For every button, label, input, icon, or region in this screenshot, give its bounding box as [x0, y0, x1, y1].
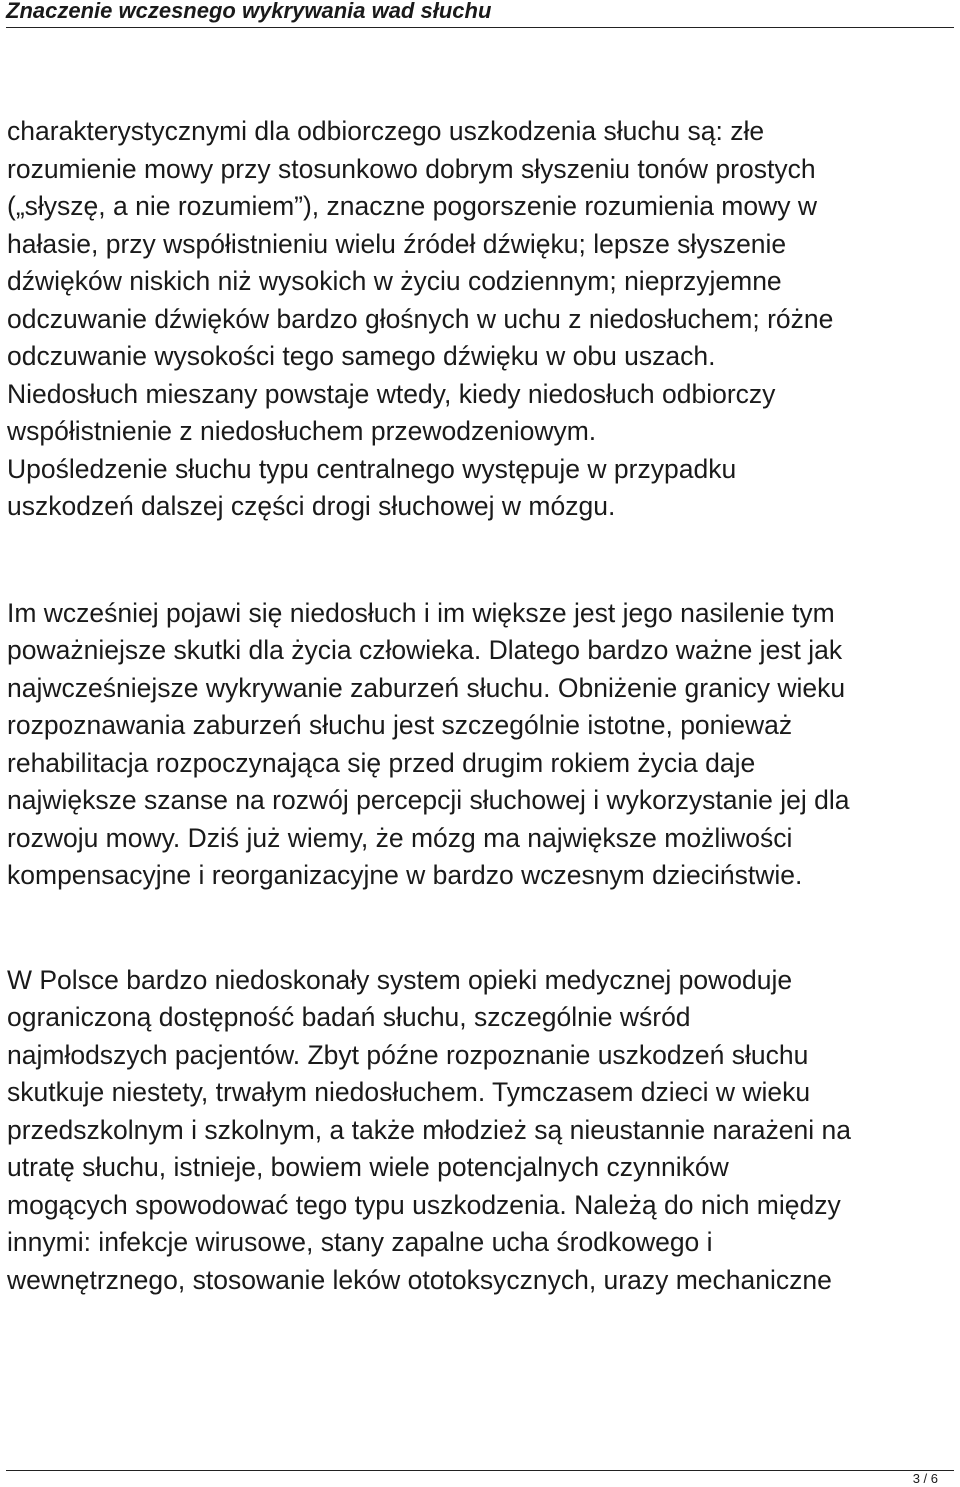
- text-line: charakterystycznymi dla odbiorczego uszkodzenia słuchu są: złe: [7, 116, 765, 146]
- text-line: rehabilitacja rozpoczynająca się przed drugim rokiem życia daje: [7, 747, 756, 778]
- text-line: Niedosłuch mieszany powstaje wtedy, kiedy niedosłuch odbiorczy: [7, 378, 776, 409]
- text-line: ograniczoną dostępność badań słuchu, szczególnie wśród: [7, 1002, 691, 1032]
- paragraph-early-detection: [7, 595, 955, 895]
- text-line: wewnętrznego, stosowanie leków ototoksycznych, urazy mechaniczne: [7, 1264, 832, 1295]
- text-line: hałasie, przy współistnieniu wielu źródeł dźwięku; lepsze słyszenie: [7, 228, 787, 259]
- header-divider: [6, 27, 954, 28]
- text-line: dźwięków niskich niż wysokich w życiu codziennym; nieprzyjemne: [7, 266, 782, 296]
- document-body: [7, 113, 955, 1299]
- text-line: Upośledzenie słuchu typu centralnego występuje w przypadku: [7, 453, 737, 484]
- text-line: największe szanse na rozwój percepcji słuchowej i wykorzystanie jej dla: [7, 785, 850, 815]
- text-line: rozumienie mowy przy stosunkowo dobrym słyszeniu tonów prostych: [7, 153, 816, 184]
- paragraph-spacer: [7, 526, 955, 595]
- page-header: [6, 0, 954, 30]
- text-line: najwcześniejsze wykrywanie zaburzeń słuchu. Obniżenie granicy wieku: [7, 672, 846, 703]
- text-line: najmłodszych pacjentów. Zbyt późne rozpoznanie uszkodzeń słuchu: [7, 1039, 809, 1070]
- footer-divider: [6, 1470, 954, 1471]
- paragraph-spacer: [7, 895, 955, 962]
- text-line: rozpoznawania zaburzeń słuchu jest szczególnie istotne, ponieważ: [7, 710, 793, 740]
- text-line: („słyszę, a nie rozumiem”), znaczne pogorszenie rozumienia mowy w: [7, 191, 818, 221]
- text-line: W Polsce bardzo niedoskonały system opieki medycznej powoduje: [7, 964, 793, 995]
- text-line: współistnienie z niedosłuchem przewodzeniowym.: [7, 416, 597, 446]
- text-line: skutkuje niestety, trwałym niedosłuchem. Tymczasem dzieci w wieku: [7, 1077, 811, 1107]
- text-line: poważniejsze skutki dla życia człowieka. Dlatego bardzo ważne jest jak: [7, 635, 843, 665]
- paragraph-poland-healthcare: [7, 962, 955, 1300]
- text-line: rozwoju mowy. Dziś już wiemy, że mózg ma największe możliwości: [7, 822, 793, 853]
- text-line: mogących spowodować tego typu uszkodzenia. Należą do nich między: [7, 1189, 841, 1220]
- text-line: przedszkolnym i szkolnym, a także młodzież są nieustannie narażeni na: [7, 1114, 851, 1145]
- text-line: Im wcześniej pojawi się niedosłuch i im większe jest jego nasilenie tym: [7, 597, 835, 628]
- text-line: kompensacyjne i reorganizacyjne w bardzo wczesnym dzieciństwie.: [7, 860, 803, 890]
- text-line: utratę słuchu, istnieje, bowiem wiele potencjalnych czynników: [7, 1152, 729, 1182]
- text-line: odczuwanie wysokości tego samego dźwięku w obu uszach.: [7, 341, 716, 371]
- text-line: innymi: infekcje wirusowe, stany zapalne ucha środkowego i: [7, 1227, 713, 1257]
- text-line: odczuwanie dźwięków bardzo głośnych w uchu z niedosłuchem; różne: [7, 303, 834, 334]
- document-title: Znaczenie wczesnego wykrywania wad słuchu: [6, 0, 492, 23]
- paragraph-hearing-loss-types: [7, 113, 955, 526]
- text-line: uszkodzeń dalszej części drogi słuchowej w mózgu.: [7, 491, 616, 521]
- page-number: 3 / 6: [912, 1471, 938, 1486]
